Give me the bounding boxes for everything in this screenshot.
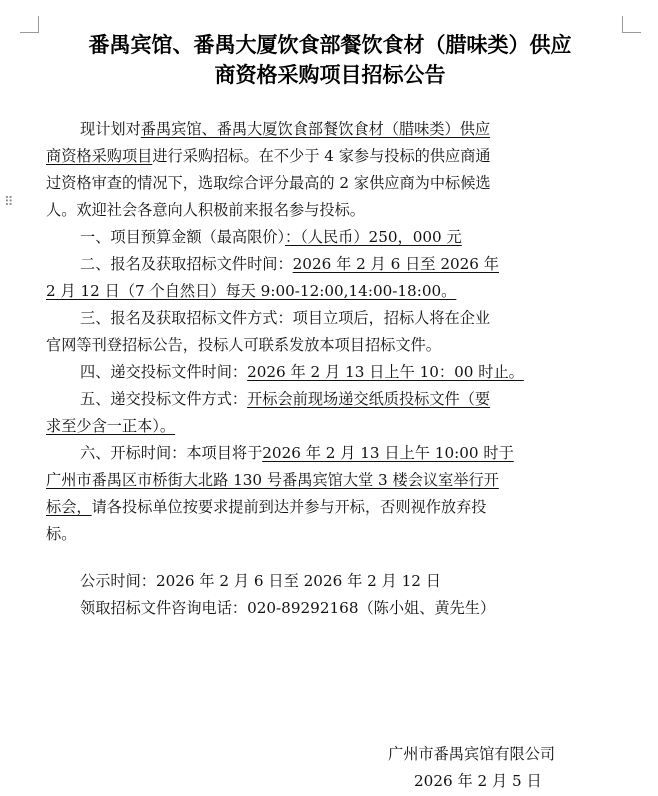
intro-line-3: 过资格审查的情况下，选取综合评分最高的 2 家供应商为中标候选 [46, 174, 491, 192]
intro-line-2 [46, 145, 491, 167]
item-6-line-4: 标。 [46, 525, 77, 543]
item-6-label: 六、开标时间：本项目将于 [80, 444, 263, 462]
item-6-location: 广州市番禺区市桥街大北路 130 号番禺宾馆大堂 3 楼会议室举行开 [46, 471, 499, 489]
item-4-submission-time [80, 361, 524, 383]
item-5-value-cont: 求至少含一正本）。 [46, 417, 176, 435]
item-6-location-cont: 标会， [46, 498, 92, 516]
project-name-underlined-cont: 商资格采购项目 [46, 147, 153, 165]
item-2-line-1 [80, 253, 499, 275]
item-2-value-cont: 2 月 12 日（7 个自然日）每天 9:00-12:00,14:00-18:00。 [46, 282, 457, 300]
item-6-note: 请各投标单位按要求提前到达并参与开标，否则视作放弃投 [91, 498, 487, 516]
item-2-line-2 [46, 280, 456, 302]
item-5-value: 开标会前现场递交纸质投标文件（要 [247, 390, 491, 408]
item-2-value: 2026 年 2 月 6 日至 2026 年 [292, 255, 499, 273]
item-5-line-1 [80, 388, 490, 410]
item-5-line-2 [46, 415, 175, 437]
item-1-value: ：（人民币）250，000 元 [285, 228, 462, 246]
project-name-underlined: 番禺宾馆、番禺大厦饮食部餐饮食材（腊味类）供应 [140, 120, 491, 138]
item-2-label: 二、报名及获取招标文件时间： [80, 255, 293, 273]
item-3-line-2: 官网等刊登招标公告，投标人可联系发放本项目招标文件。 [46, 336, 441, 354]
signature-date: 2026 年 2 月 5 日 [414, 772, 542, 790]
title-line-2: 商资格采购项目招标公告 [214, 63, 446, 87]
intro-text: 进行采购招标。在不少于 4 家参与投标的供应商通 [152, 147, 491, 165]
margin-marker-top-right [622, 16, 641, 33]
drag-handle-icon[interactable]: ⠿ [4, 195, 14, 210]
intro-line-4: 人。欢迎社会各意向人积极前来报名参与投标。 [46, 201, 365, 219]
item-6-value: 2026 年 2 月 13 日上午 10:00 时于 [262, 444, 514, 462]
item-3-line-1: 三、报名及获取招标文件方式：项目立项后，招标人将在企业 [80, 309, 491, 327]
contact-phone: 领取招标文件咨询电话：020-89292168（陈小姐、黄先生） [80, 599, 496, 617]
item-1-label: 一、项目预算金额（最高限价） [80, 228, 286, 246]
item-1-budget [80, 226, 462, 248]
margin-marker-top-left [20, 16, 39, 33]
item-6-line-2 [46, 469, 499, 491]
item-4-label: 四、递交投标文件时间： [80, 363, 248, 381]
notice-period: 公示时间：2026 年 2 月 6 日至 2026 年 2 月 12 日 [80, 572, 441, 590]
item-6-line-1 [80, 442, 514, 464]
intro-text: 现计划对 [80, 120, 141, 138]
item-6-line-3 [46, 496, 486, 518]
item-5-label: 五、递交投标文件方式： [80, 390, 248, 408]
title-line-1: 番禺宾馆、番禺大厦饮食部餐饮食材（腊味类）供应 [88, 33, 572, 57]
item-4-value: 2026 年 2 月 13 日上午 10：00 时止。 [247, 363, 524, 381]
signature-organization: 广州市番禺宾馆有限公司 [388, 745, 556, 763]
intro-line-1 [80, 118, 490, 140]
